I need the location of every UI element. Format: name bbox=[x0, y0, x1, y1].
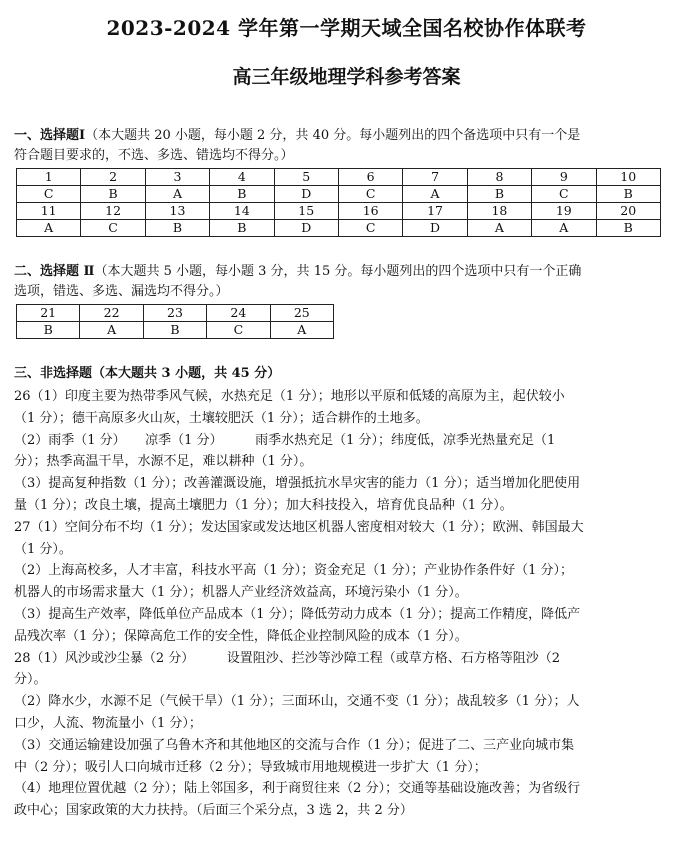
section2-description bbox=[14, 262, 678, 302]
section1-description bbox=[14, 126, 678, 166]
question-number-cell: 18 bbox=[467, 203, 531, 220]
answer-cell: A bbox=[532, 220, 596, 237]
answer-cell: B bbox=[17, 322, 80, 339]
answer-line: （3）提高复种指数（1 分）；改善灌溉设施，增强抵抗水旱灾害的能力（1 分）；适当增加化肥使用 bbox=[14, 476, 581, 492]
answer-line: 27（1）空间分布不均（1 分）；发达国家或发达地区机器人密度相对较大（1 分）；欧洲、韩国最大 bbox=[14, 519, 584, 535]
answer-line: （1 分）；德干高原多火山灰，土壤较肥沃（1 分）；适合耕作的土地多。 bbox=[14, 410, 429, 426]
answer-cell: B bbox=[143, 322, 206, 339]
document-subtitle: 高三年级地理学科参考答案 bbox=[232, 66, 461, 88]
question-number-cell: 12 bbox=[81, 203, 145, 220]
question-number-cell: 24 bbox=[207, 305, 270, 322]
question-number-cell: 4 bbox=[210, 169, 274, 186]
question-number-cell: 3 bbox=[145, 169, 209, 186]
answer-line: 口少，人流、物流量小（1 分）； bbox=[14, 715, 202, 731]
answer-cell: A bbox=[80, 322, 143, 339]
question-number-cell: 23 bbox=[143, 305, 206, 322]
answer-line: 26（1）印度主要为热带季风气候，水热充足（1 分）；地形以平原和低矮的高原为主，起伏较小 bbox=[14, 389, 565, 404]
section1-desc-line2: 符合题目要求的，不选、多选、错选均不得分。） bbox=[14, 148, 294, 163]
question-number-cell: 6 bbox=[338, 169, 402, 186]
answer-cell: B bbox=[596, 186, 660, 203]
answer-cell: A bbox=[17, 220, 81, 237]
section2-desc-line2: 选项，错选、多选、漏选均不得分。） bbox=[14, 284, 229, 299]
question-number-cell: 15 bbox=[274, 203, 338, 220]
answer-cell: A bbox=[270, 322, 333, 339]
section1-answer-table bbox=[16, 168, 661, 237]
answer-line: 分）。 bbox=[14, 672, 47, 688]
question-number-cell: 14 bbox=[210, 203, 274, 220]
answer-line: 量（1 分）；改良土壤，提高土壤肥力（1 分）；加大科技投入，培育优良品种（1 分）。 bbox=[14, 497, 513, 513]
table-row bbox=[17, 220, 661, 237]
answer-cell: A bbox=[403, 186, 467, 203]
answer-cell: A bbox=[145, 186, 209, 203]
question-number-cell: 11 bbox=[17, 203, 81, 220]
section2-desc-line1: （本大题共 5 小题，每小题 3 分，共 15 分。每小题列出的四个选项中只有一个正确 bbox=[94, 264, 582, 279]
answer-line: 分）；热季高温干旱，水源不足，难以耕种（1 分）。 bbox=[14, 454, 313, 470]
question-number-cell: 21 bbox=[17, 305, 80, 322]
answer-cell: A bbox=[467, 220, 531, 237]
answer-cell: B bbox=[210, 220, 274, 237]
question-number-cell: 10 bbox=[596, 169, 660, 186]
answer-cell: B bbox=[81, 186, 145, 203]
answer-cell: B bbox=[467, 186, 531, 203]
document-title: 2023-2024 学年第一学期天域全国名校协作体联考 bbox=[106, 16, 587, 40]
answer-cell: C bbox=[17, 186, 81, 203]
answer-cell: B bbox=[145, 220, 209, 237]
answer-cell: D bbox=[274, 220, 338, 237]
question-number-cell: 19 bbox=[532, 203, 596, 220]
question-number-cell: 17 bbox=[403, 203, 467, 220]
answer-cell: B bbox=[596, 220, 660, 237]
question-number-cell: 9 bbox=[532, 169, 596, 186]
answer-cell: D bbox=[274, 186, 338, 203]
table-row bbox=[17, 305, 334, 322]
section2-heading: 二、选择题 Ⅱ bbox=[14, 264, 95, 279]
section3-answers bbox=[14, 386, 678, 822]
answer-line: （2）雨季（1 分） 凉季（1 分） 雨季水热充足（1 分）；纬度低，凉季光热量充足（1 bbox=[14, 432, 556, 448]
answer-cell: C bbox=[338, 220, 402, 237]
question-number-cell: 2 bbox=[81, 169, 145, 186]
answer-line: （4）地理位置优越（2 分）；陆上邻国多，利于商贸往来（2 分）；交通等基础设施改善；为省级行 bbox=[14, 781, 581, 797]
question-number-cell: 22 bbox=[80, 305, 143, 322]
question-number-cell: 13 bbox=[145, 203, 209, 220]
answer-line: 中（2 分）；吸引人口向城市迁移（2 分）；导致城市用地规模进一步扩大（1 分）； bbox=[14, 759, 487, 775]
answer-line: 政中心；国家政策的大力扶持。（后面三个采分点，3 选 2，共 2 分） bbox=[14, 803, 413, 819]
answer-line: （3）交通运输建设加强了乌鲁木齐和其他地区的交流与合作（1 分）；促进了二、三产业向城市集 bbox=[14, 737, 575, 753]
answer-cell: C bbox=[207, 322, 270, 339]
question-number-cell: 25 bbox=[270, 305, 333, 322]
question-number-cell: 16 bbox=[338, 203, 402, 220]
table-row bbox=[17, 186, 661, 203]
table-row bbox=[17, 169, 661, 186]
answer-line: 28（1）风沙或沙尘暴（2 分） 设置阻沙、拦沙等沙障工程（或草方格、石方格等阻沙（2 bbox=[14, 650, 560, 666]
answer-line: 机器人的市场需求量大（1 分）；机器人产业经济效益高，环境污染小（1 分）。 bbox=[14, 585, 468, 601]
question-number-cell: 8 bbox=[467, 169, 531, 186]
table-row bbox=[17, 322, 334, 339]
section1-desc-line1: （本大题共 20 小题，每小题 2 分，共 40 分。每小题列出的四个备选项中只有一个是 bbox=[85, 128, 581, 143]
answer-line: （1 分）。 bbox=[14, 541, 72, 557]
answer-cell: B bbox=[210, 186, 274, 203]
table-row bbox=[17, 203, 661, 220]
question-number-cell: 5 bbox=[274, 169, 338, 186]
answer-line: （3）提高生产效率，降低单位产品成本（1 分）；降低劳动力成本（1 分）；提高工作精度，降低产 bbox=[14, 606, 581, 622]
answer-cell: D bbox=[403, 220, 467, 237]
section2-answer-table bbox=[16, 304, 334, 339]
answer-cell: C bbox=[532, 186, 596, 203]
question-number-cell: 1 bbox=[17, 169, 81, 186]
section3-heading: 三、非选择题（本大题共 3 小题，共 45 分） bbox=[14, 366, 281, 381]
section1-heading: 一、选择题Ⅰ bbox=[14, 128, 86, 143]
answer-line: （2）上海高校多，人才丰富，科技水平高（1 分）；资金充足（1 分）；产业协作条件好（1 分）； bbox=[14, 563, 573, 579]
question-number-cell: 20 bbox=[596, 203, 660, 220]
answer-line: （2）降水少，水源不足（气候干旱）（1 分）；三面环山，交通不变（1 分）；战乱较多（1 分）；人 bbox=[14, 694, 580, 710]
answer-cell: C bbox=[338, 186, 402, 203]
answer-cell: C bbox=[81, 220, 145, 237]
answer-line: 品残次率（1 分）；保障高危工作的安全性，降低企业控制风险的成本（1 分）。 bbox=[14, 628, 468, 644]
question-number-cell: 7 bbox=[403, 169, 467, 186]
